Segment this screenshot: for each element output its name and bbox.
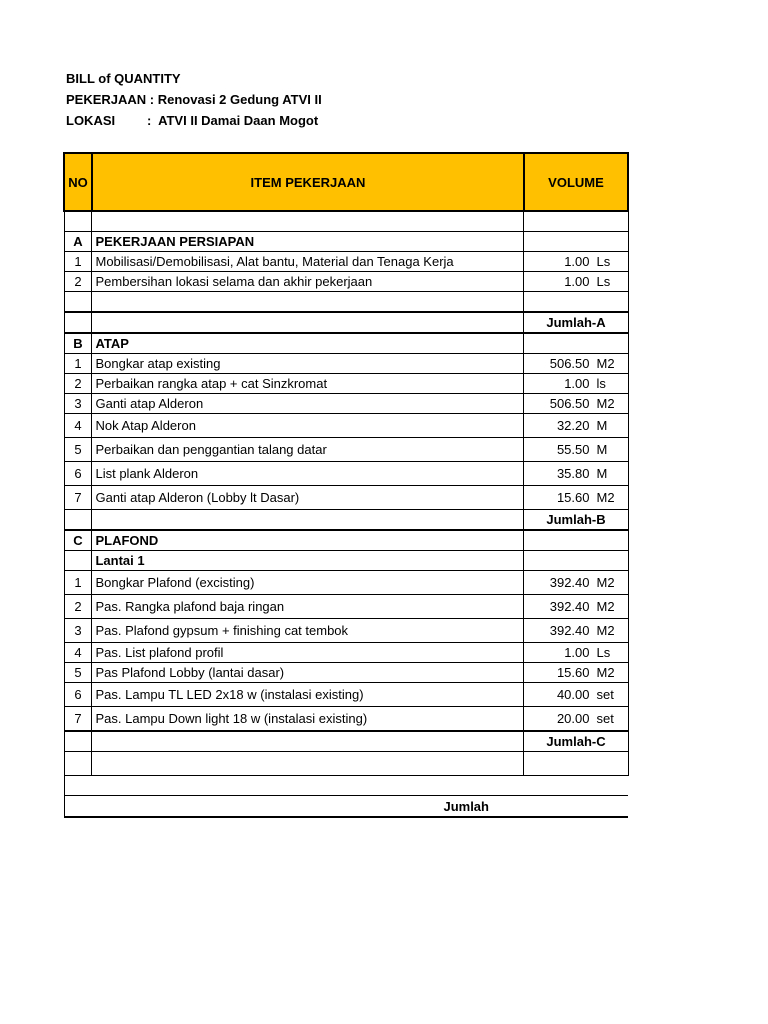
item-desc: Ganti atap Alderon (Lobby lt Dasar) [92, 486, 524, 510]
item-desc: Pas. List plafond profil [92, 643, 524, 663]
item-no: 2 [64, 374, 92, 394]
item-qty: 392.40 [549, 575, 590, 590]
table-row [64, 619, 628, 643]
item-no: 1 [64, 571, 92, 595]
item-unit: set [596, 711, 614, 726]
empty-row [64, 211, 628, 232]
item-desc: Pas. Plafond gypsum + finishing cat tembok [92, 619, 524, 643]
item-qty: 392.40 [549, 599, 590, 614]
col-header-volume: VOLUME [524, 153, 628, 211]
item-desc: Perbaikan rangka atap + cat Sinzkromat [92, 374, 524, 394]
item-qty: 506.50 [549, 356, 590, 371]
pekerjaan-label: PEKERJAAN : [66, 92, 158, 107]
table-row [64, 354, 628, 374]
item-unit: set [596, 687, 614, 702]
section-row-c [64, 530, 628, 551]
grand-total-row [64, 796, 628, 818]
item-unit: M [596, 418, 608, 433]
lokasi-value: : ATVI II Damai Daan Mogot [147, 113, 319, 128]
table-row [64, 486, 628, 510]
item-no: 4 [64, 414, 92, 438]
section-row-b [64, 333, 628, 354]
subtotal-row-a [64, 312, 628, 333]
item-unit: Ls [596, 274, 611, 289]
table-row [64, 643, 628, 663]
subtotal-row-c [64, 731, 628, 752]
item-desc: Pas. Lampu Down light 18 w (instalasi existing) [92, 707, 524, 732]
item-qty: 1.00 [564, 274, 590, 289]
section-row-a [64, 232, 628, 252]
section-code: B [64, 333, 92, 354]
item-desc: Ganti atap Alderon [92, 394, 524, 414]
section-code: A [64, 232, 92, 252]
empty-row [64, 752, 628, 776]
subtotal-label: Jumlah-C [524, 731, 628, 752]
table-row [64, 414, 628, 438]
col-header-no: NO [64, 153, 92, 211]
lokasi-line [66, 110, 322, 131]
table-header-row [64, 153, 628, 211]
item-no: 3 [64, 619, 92, 643]
subsection-row [64, 551, 628, 571]
item-qty: 40.00 [556, 687, 590, 702]
lokasi-label: LOKASI [66, 113, 116, 128]
grand-total-label: Jumlah [64, 796, 524, 818]
item-unit: M2 [596, 356, 615, 371]
item-no: 1 [64, 252, 92, 272]
empty-row [64, 292, 628, 313]
table-row [64, 707, 628, 732]
item-unit: ls [596, 376, 606, 391]
item-no: 1 [64, 354, 92, 374]
table-row [64, 462, 628, 486]
table-row [64, 272, 628, 292]
section-code: C [64, 530, 92, 551]
item-no: 5 [64, 438, 92, 462]
table-row [64, 394, 628, 414]
subtotal-label: Jumlah-B [524, 510, 628, 531]
item-no: 4 [64, 643, 92, 663]
item-desc: Pas Plafond Lobby (lantai dasar) [92, 663, 524, 683]
item-unit: Ls [596, 254, 611, 269]
item-unit: M2 [596, 665, 615, 680]
item-qty: 15.60 [556, 490, 590, 505]
item-qty: 1.00 [564, 376, 590, 391]
item-unit: M [596, 442, 608, 457]
table-row [64, 595, 628, 619]
item-qty: 392.40 [549, 623, 590, 638]
item-desc: Pas. Lampu TL LED 2x18 w (instalasi existing) [92, 683, 524, 707]
item-unit: M [596, 466, 608, 481]
item-desc: Bongkar Plafond (excisting) [92, 571, 524, 595]
item-qty: 55.50 [556, 442, 590, 457]
table-row [64, 374, 628, 394]
table-row [64, 663, 628, 683]
item-desc: Mobilisasi/Demobilisasi, Alat bantu, Material dan Tenaga Kerja [92, 252, 524, 272]
pekerjaan-line [66, 89, 322, 110]
item-no: 7 [64, 707, 92, 732]
item-desc: Perbaikan dan penggantian talang datar [92, 438, 524, 462]
subtotal-label: Jumlah-A [524, 312, 628, 333]
item-qty: 1.00 [564, 254, 590, 269]
item-qty: 506.50 [549, 396, 590, 411]
item-qty: 20.00 [556, 711, 590, 726]
pekerjaan-value: Renovasi 2 Gedung ATVI II [157, 92, 322, 107]
item-desc: List plank Alderon [92, 462, 524, 486]
item-no: 2 [64, 272, 92, 292]
item-no: 7 [64, 486, 92, 510]
spacer-row [64, 776, 628, 796]
item-unit: M2 [596, 623, 615, 638]
item-unit: M2 [596, 575, 615, 590]
section-title: ATAP [92, 333, 524, 354]
item-qty: 35.80 [556, 466, 590, 481]
table-row [64, 571, 628, 595]
subsection-title: Lantai 1 [92, 551, 524, 571]
item-unit: M2 [596, 599, 615, 614]
item-desc: Pembersihan lokasi selama dan akhir pekerjaan [92, 272, 524, 292]
item-no: 2 [64, 595, 92, 619]
item-qty: 15.60 [556, 665, 590, 680]
item-unit: M2 [596, 490, 615, 505]
item-no: 6 [64, 462, 92, 486]
boq-table [63, 152, 629, 818]
item-no: 6 [64, 683, 92, 707]
item-qty: 1.00 [564, 645, 590, 660]
table-row [64, 683, 628, 707]
document-title: BILL of QUANTITY [66, 71, 181, 86]
section-title: PLAFOND [92, 530, 524, 551]
item-desc: Pas. Rangka plafond baja ringan [92, 595, 524, 619]
item-desc: Bongkar atap existing [92, 354, 524, 374]
item-unit: Ls [596, 645, 611, 660]
subtotal-row-b [64, 510, 628, 531]
table-row [64, 252, 628, 272]
item-desc: Nok Atap Alderon [92, 414, 524, 438]
item-qty: 32.20 [556, 418, 590, 433]
table-row [64, 438, 628, 462]
item-unit: M2 [596, 396, 615, 411]
section-title: PEKERJAAN PERSIAPAN [92, 232, 524, 252]
document-header [66, 68, 322, 131]
col-header-item: ITEM PEKERJAAN [92, 153, 524, 211]
item-no: 3 [64, 394, 92, 414]
item-no: 5 [64, 663, 92, 683]
